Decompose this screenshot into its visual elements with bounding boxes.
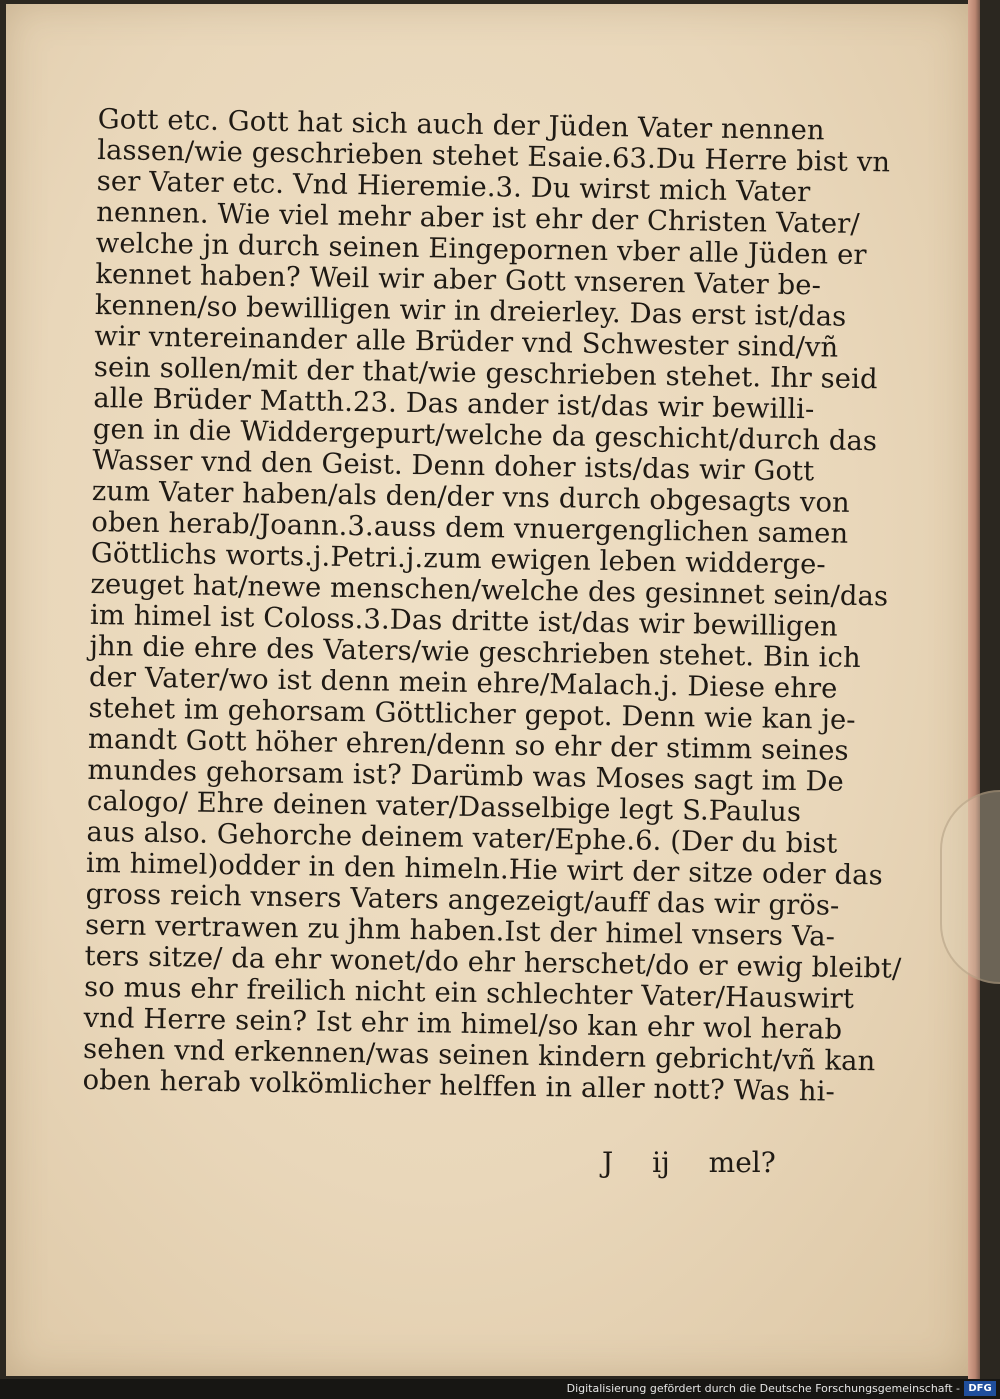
text-line: ser Vater etc. Vnd Hieremie.3. Du wirst mich Vater — [96, 165, 811, 209]
text-line: Gott etc. Gott hat sich auch der Jüden Vater nennen — [97, 104, 825, 147]
text-line: Wasser vnd den Geist. Denn doher ists/das wir Gott — [92, 444, 815, 488]
footer-bar — [0, 1379, 1000, 1399]
text-line: kennet haben? Weil wir aber Gott vnseren Vater be- — [95, 258, 822, 302]
text-line: sein sollen/mit der that/wie geschrieben stehet. Ihr seid — [93, 351, 878, 396]
text-line: alle Brüder Matth.23. Das ander ist/das wir bewilli- — [93, 382, 815, 426]
book-page — [6, 4, 970, 1376]
page-fold — [940, 790, 1000, 984]
dfg-logo-icon: DFG — [964, 1381, 996, 1396]
text-line: nennen. Wie viel mehr aber ist ehr der Christen Vater/ — [96, 196, 860, 240]
text-line: jhn die ehre des Vaters/wie geschrieben stehet. Bin ich — [89, 630, 861, 675]
text-line: oben herab volkömlicher helffen in aller nott? Was hi- — [82, 1064, 836, 1108]
text-line: ters sitze/ da ehr wonet/do ehr herschet/do er ewig bleibt/ — [84, 940, 902, 985]
text-line: zum Vater haben/als den/der vns durch obgesagts von — [91, 475, 851, 519]
text-line: zeuget hat/newe menschen/welche des gesinnet sein/das — [90, 568, 889, 613]
text-line: oben herab/Joann.3.auss dem vnuergenglichen samen — [91, 506, 849, 550]
text-line: gen in die Widdergepurt/welche da geschicht/durch das — [92, 413, 878, 458]
catchwords: J ij mel? — [602, 1146, 776, 1179]
text-line: wir vntereinander alle Brüder vnd Schwester sind/vñ — [94, 320, 839, 364]
page-edge — [968, 0, 980, 1379]
text-line: calogo/ Ehre deinen vater/Dasselbige legt S.Paulus — [86, 785, 802, 829]
text-line: sehen vnd erkennen/was seinen kindern gebricht/vñ kan — [82, 1033, 876, 1078]
text-line: der Vater/wo ist denn mein ehre/Malach.j. Diese ehre — [88, 661, 838, 705]
text-line: mundes gehorsam ist? Darümb was Moses sagt im De — [87, 754, 845, 798]
text-line: im himel ist Coloss.3.Das dritte ist/das wir bewilligen — [89, 599, 838, 643]
text-line: lassen/wie geschrieben stehet Esaie.63.Du Herre bist vn — [97, 134, 891, 179]
text-line: im himel)odder in den himeln.Hie wirt der sitze oder das — [85, 847, 883, 892]
text-line: Göttlichs worts.j.Petri.j.zum ewigen leben widderge- — [90, 537, 827, 581]
text-line: mandt Gott höher ehren/denn so ehr der stimm seines — [87, 723, 849, 767]
text-line: aus also. Gehorche deinem vater/Ephe.6. (Der du bist — [86, 816, 838, 860]
page-text — [82, 104, 902, 1108]
text-line: vnd Herre sein? Ist ehr im himel/so kan ehr wol herab — [83, 1002, 843, 1046]
credit-text: Digitalisierung gefördert durch die Deutsche Forschungsgemeinschaft - — [566, 1382, 960, 1395]
text-line: welche jn durch seinen Eingepornen vber alle Jüden er — [95, 227, 867, 272]
text-line: stehet im gehorsam Göttlicher gepot. Denn wie kan je- — [88, 692, 856, 736]
text-line: so mus ehr freilich nicht ein schlechter Vater/Hauswirt — [83, 971, 855, 1015]
text-line: sern vertrawen zu jhm haben.Ist der himel vnsers Va- — [84, 909, 836, 953]
text-line: gross reich vnsers Vaters angezeigt/auff das wir grös- — [85, 878, 840, 922]
text-line: kennen/so bewilligen wir in dreierley. Das erst ist/das — [94, 289, 847, 333]
